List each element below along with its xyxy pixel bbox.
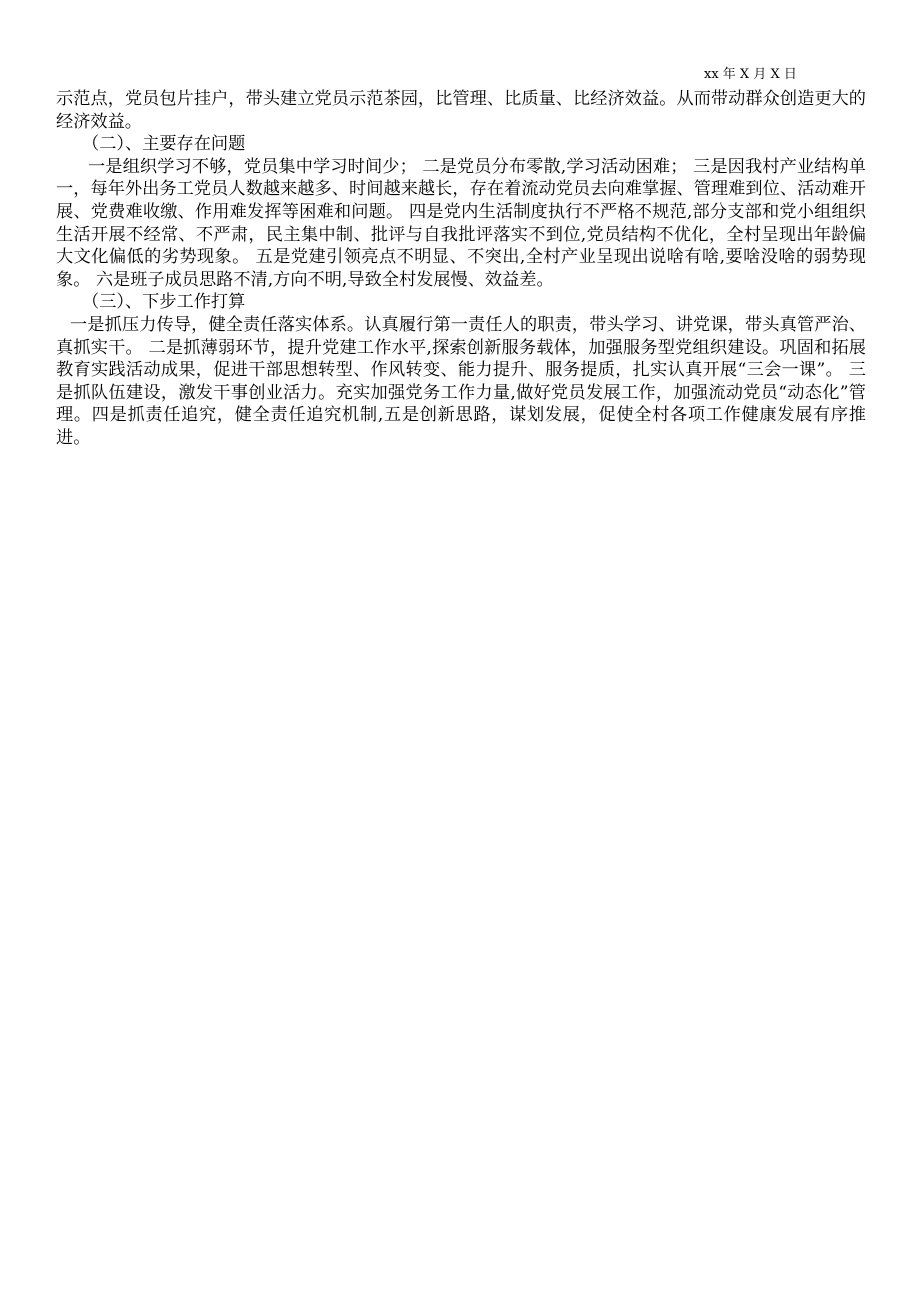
document-date: xx 年 X 月 X 日 <box>704 67 797 82</box>
paragraph-problems: 一是组织学习不够，党员集中学习时间少； 二是党员分布零散,学习活动困难； 三是因我村产业结构单一，每年外出务工党员人数越来越多、时间越来越长，存在着流动党员去向难掌握、管理难到位、活动难开展、党费难收缴、作用难发挥等困难和问题。 四是党内生活制度执行不严格不规范,部分支部和党小组组织生活开展不经常、不严肃，民主集中制、批评与自我批评落实不到位,党员结构不优化，全村呈现出年龄偏大文化偏低的劣势现象。 五是党建引领亮点不明显、不突出,全村产业呈现出说啥有啥,要啥没啥的弱势现象。 六是班子成员思路不清,方向不明,导致全村发展慢、效益差。 <box>56 156 866 290</box>
paragraph-intro: 示范点，党员包片挂户，带头建立党员示范茶园，比管理、比质量、比经济效益。从而带动群众创造更大的经济效益。 <box>56 89 866 132</box>
section-heading-problems: （二）、主要存在问题 <box>82 134 246 155</box>
paragraph-plan: 一是抓压力传导，健全责任落实体系。认真履行第一责任人的职责，带头学习、讲党课，带头真管严治、真抓实干。 二是抓薄弱环节，提升党建工作水平,探索创新服务载体，加强服务型党组织建设。巩固和拓展教育实践活动成果，促进干部思想转型、作风转变、能力提升、服务提质，扎实认真开展“三会一课”。 三是抓队伍建设，激发干事创业活力。充实加强党务工作力量,做好党员发展工作，加强流动党员“动态化”管理。四是抓责任追究，健全责任追究机制,五是创新思路，谋划发展，促使全村各项工作健康发展有序推进。 <box>56 314 866 448</box>
document-body <box>56 88 866 450</box>
section-heading-plan: （三）、下步工作打算 <box>82 292 246 313</box>
